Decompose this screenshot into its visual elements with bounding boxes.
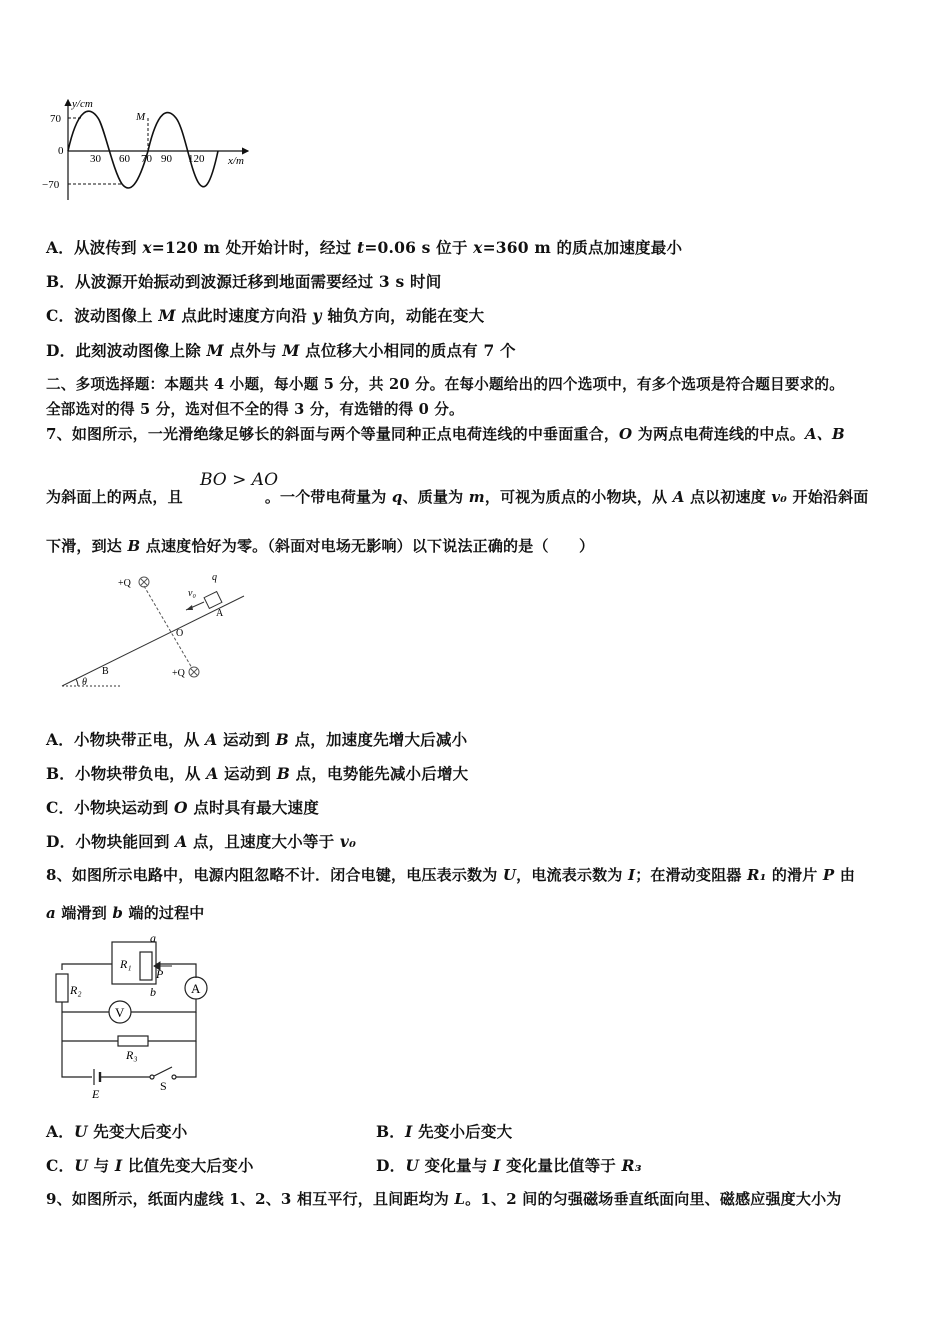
wire-r3-right (148, 1012, 196, 1041)
v0-label: v₀ (188, 588, 196, 599)
q7-incline-figure (56, 568, 256, 693)
x-tick: 120 (188, 153, 205, 165)
charge-bottom-label: +Q (172, 668, 185, 679)
x-tick: 30 (90, 153, 101, 165)
wire-bottom-right (176, 1041, 196, 1077)
block-icon (204, 592, 222, 609)
label-p: P (156, 967, 164, 981)
y-tick: −70 (42, 179, 60, 191)
label-v: V (115, 1005, 125, 1020)
r1-box (112, 942, 156, 984)
switch-lever-icon (154, 1067, 172, 1076)
q7-formula: BO > AO (200, 470, 279, 490)
y-tick: 70 (50, 113, 61, 125)
y-axis-label: y/cm (72, 98, 93, 110)
q7-option-a: A．小物块带正电，从 A 运动到 B 点，加速度先增大后减小 (46, 730, 468, 749)
q8-circuit-figure (46, 932, 226, 1100)
o-label: O (176, 628, 184, 639)
q8-stem-line2: a 端滑到 b 端的过程中 (46, 904, 205, 922)
theta-label: θ (82, 677, 87, 688)
velocity-arrowhead (186, 605, 193, 610)
label-a-meter: A (191, 981, 201, 996)
label-s: S (160, 1079, 167, 1093)
q9-stem-line1: 9、如图所示，纸面内虚线 1、2、3 相互平行，且间距均为 L。1、2 间的匀强磁场垂直纸面向里、磁感应强度大小为 (46, 1190, 842, 1208)
label-a: a (150, 932, 156, 945)
q6-option-b: B．从波源开始振动到波源迁移到地面需要经过 3 s 时间 (46, 272, 442, 291)
q7-option-d: D．小物块能回到 A 点，且速度大小等于 v₀ (46, 832, 357, 851)
q6-option-a: A．从波传到 x=120 m 处开始计时，经过 t=0.06 s 位于 x=360 m 的质点加速度最小 (46, 238, 683, 257)
x-tick: 90 (161, 153, 172, 165)
q8-option-a: A．U 先变大后变小 (46, 1122, 188, 1141)
q7-option-b: B．小物块带负电，从 A 运动到 B 点，电势能先减小后增大 (46, 764, 469, 783)
q8-option-c: C．U 与 I 比值先变大后变小 (46, 1156, 254, 1175)
section2-line2: 全部选对的得 5 分，选对但不全的得 3 分，有选错的得 0 分。 (46, 401, 464, 418)
label-b: b (150, 985, 156, 999)
q7-stem-line1: 7、如图所示，一光滑绝缘足够长的斜面与两个等量同种正点电荷连线的中垂面重合，O 为两点电荷连线的中点。A、B (46, 425, 845, 443)
b-label: B (102, 666, 109, 677)
charge-line (144, 586, 192, 668)
x-tick: 70 (141, 153, 152, 165)
x-axis-label: x/m (228, 155, 244, 167)
theta-arc (76, 679, 78, 686)
q7-stem-line3: 下滑，到达 B 点速度恰好为零。（斜面对电场无影响）以下说法正确的是（ ） (46, 537, 595, 555)
q8-option-b: B．I 先变小后变大 (376, 1122, 513, 1141)
label-e: E (92, 1087, 100, 1100)
q-label: q (212, 572, 217, 583)
q8-option-d: D．U 变化量与 I 变化量比值等于 R₃ (376, 1156, 642, 1175)
label-r2: R₂ (70, 983, 82, 997)
point-m-label: M (136, 111, 146, 123)
q7-stem-line2: 为斜面上的两点，且 。一个带电荷量为 q、质量为 m，可视为质点的小物块，从 A 点以初速度 v₀ 开始沿斜面 (46, 488, 869, 506)
q8-stem-line1: 8、如图所示电路中，电源内阻忽略不计．闭合电键，电压表示数为 U，电流表示数为 I；在滑动变阻器 R₁ 的滑片 P 由 (46, 866, 856, 884)
y-tick: 0 (58, 145, 64, 157)
switch-contact (172, 1075, 176, 1079)
wave-graph (38, 96, 253, 206)
wire-ammeter-down (183, 999, 196, 1012)
label-r3: R₃ (126, 1048, 138, 1062)
a-label: A (216, 608, 224, 619)
charge-top-label: +Q (118, 578, 131, 589)
label-r1: R₁ (120, 957, 132, 971)
x-tick: 60 (119, 153, 130, 165)
q6-option-d: D．此刻波动图像上除 M 点外与 M 点位移大小相同的质点有 7 个 (46, 341, 516, 360)
q7-option-c: C．小物块运动到 O 点时具有最大速度 (46, 798, 319, 817)
r3-resistor (118, 1036, 148, 1046)
wire-top (62, 964, 112, 970)
wire-r2-down (62, 1002, 92, 1077)
switch-contact (150, 1075, 154, 1079)
r2-resistor (56, 974, 68, 1002)
q6-option-c: C．波动图像上 M 点此时速度方向沿 y 轴负方向，动能在变大 (46, 306, 485, 325)
section2-line1: 二、多项选择题：本题共 4 小题，每小题 5 分，共 20 分。在每小题给出的四个选项中，有多个选项是符合题目要求的。 (46, 376, 844, 393)
